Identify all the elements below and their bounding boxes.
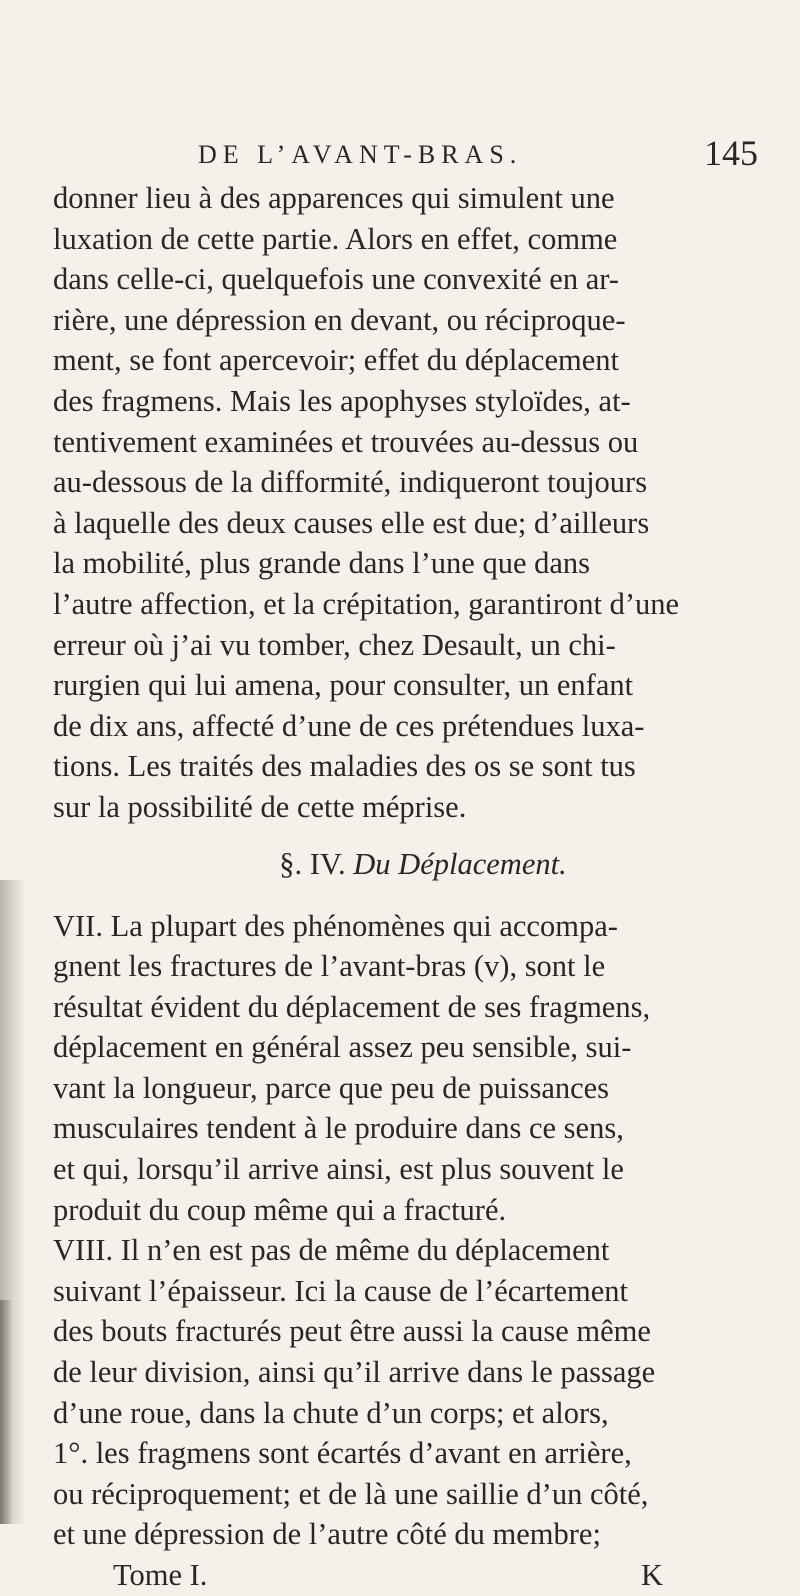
volume-label: Tome I. xyxy=(113,1558,208,1592)
text-line: rurgien qui lui amena, pour consulter, un enfant xyxy=(53,668,634,703)
text-line: tentivement examinées et trouvées au-dessus ou xyxy=(53,424,639,459)
text-line: l’autre affection, et la crépitation, garantiront d’une xyxy=(53,586,680,621)
page-footer xyxy=(53,1555,753,1596)
text-line: 1°. les fragmens sont écartés d’avant en arrière, xyxy=(53,1436,632,1471)
text-line: des bouts fracturés peut être aussi la cause même xyxy=(53,1314,651,1349)
section-number: §. IV. xyxy=(279,846,346,881)
running-title: DE L’AVANT-BRAS. xyxy=(198,140,523,169)
text-line: suivant l’épaisseur. Ici la cause de l’écartement xyxy=(53,1273,629,1308)
text-line: sur la possibilité de cette méprise. xyxy=(53,789,467,824)
text-line: d’une roue, dans la chute d’un corps; et alors, xyxy=(53,1395,609,1430)
section-heading xyxy=(53,838,753,898)
text-line: résultat évident du déplacement de ses fragmens, xyxy=(53,989,651,1024)
text-line: déplacement en général assez peu sensible, sui- xyxy=(53,1030,632,1065)
text-line: ou réciproquement; et de là une saillie d’un côté, xyxy=(53,1476,649,1511)
text-line: la mobilité, plus grande dans l’une que dans xyxy=(53,546,591,581)
page-edge-shadow-dark xyxy=(0,1300,12,1524)
paragraph-2 xyxy=(53,906,753,1231)
paragraph-3 xyxy=(53,1230,753,1555)
text-line: à laquelle des deux causes elle est due; d’ailleurs xyxy=(53,505,650,540)
text-line: de dix ans, affecté d’une de ces prétendues luxa- xyxy=(53,708,645,743)
text-line: des fragmens. Mais les apophyses styloïdes, at- xyxy=(53,383,631,418)
text-line: donner lieu à des apparences qui simulent une xyxy=(53,181,615,215)
text-line: de leur division, ainsi qu’il arrive dans le passage xyxy=(53,1355,656,1390)
text-line: dans celle-ci, quelquefois une convexité en ar- xyxy=(53,262,619,297)
text-line: vant la longueur, parce que peu de puissances xyxy=(53,1070,610,1105)
text-line: tions. Les traités des maladies des os se sont tus xyxy=(53,749,636,784)
paragraph-1 xyxy=(53,178,753,828)
text-line: musculaires tendent à le produire dans ce sens, xyxy=(53,1111,624,1146)
text-line: gnent les fractures de l’avant-bras (v), sont le xyxy=(53,949,606,984)
text-line: VII. La plupart des phénomènes qui accompa- xyxy=(53,908,618,943)
text-line: produit du coup même qui a fracturé. xyxy=(53,1192,507,1227)
text-line: erreur où j’ai vu tomber, chez Desault, un chi- xyxy=(53,627,616,662)
text-line: et qui, lorsqu’il arrive ainsi, est plus souvent le xyxy=(53,1152,624,1187)
signature-mark: K xyxy=(640,1558,663,1592)
text-line: au-dessous de la difformité, indiqueront toujours xyxy=(53,465,648,500)
text-line: rière, une dépression en devant, ou réciproque- xyxy=(53,302,626,337)
body-text xyxy=(53,178,753,1596)
text-line: luxation de cette partie. Alors en effet, comme xyxy=(53,221,618,256)
running-head xyxy=(198,130,758,180)
text-line: et une dépression de l’autre côté du membre; xyxy=(53,1517,601,1552)
text-line: VIII. Il n’en est pas de même du déplacement xyxy=(53,1233,610,1268)
section-title: Du Déplacement. xyxy=(353,846,567,881)
text-line: ment, se font apercevoir; effet du déplacement xyxy=(53,343,619,378)
page-number: 145 xyxy=(704,133,758,173)
